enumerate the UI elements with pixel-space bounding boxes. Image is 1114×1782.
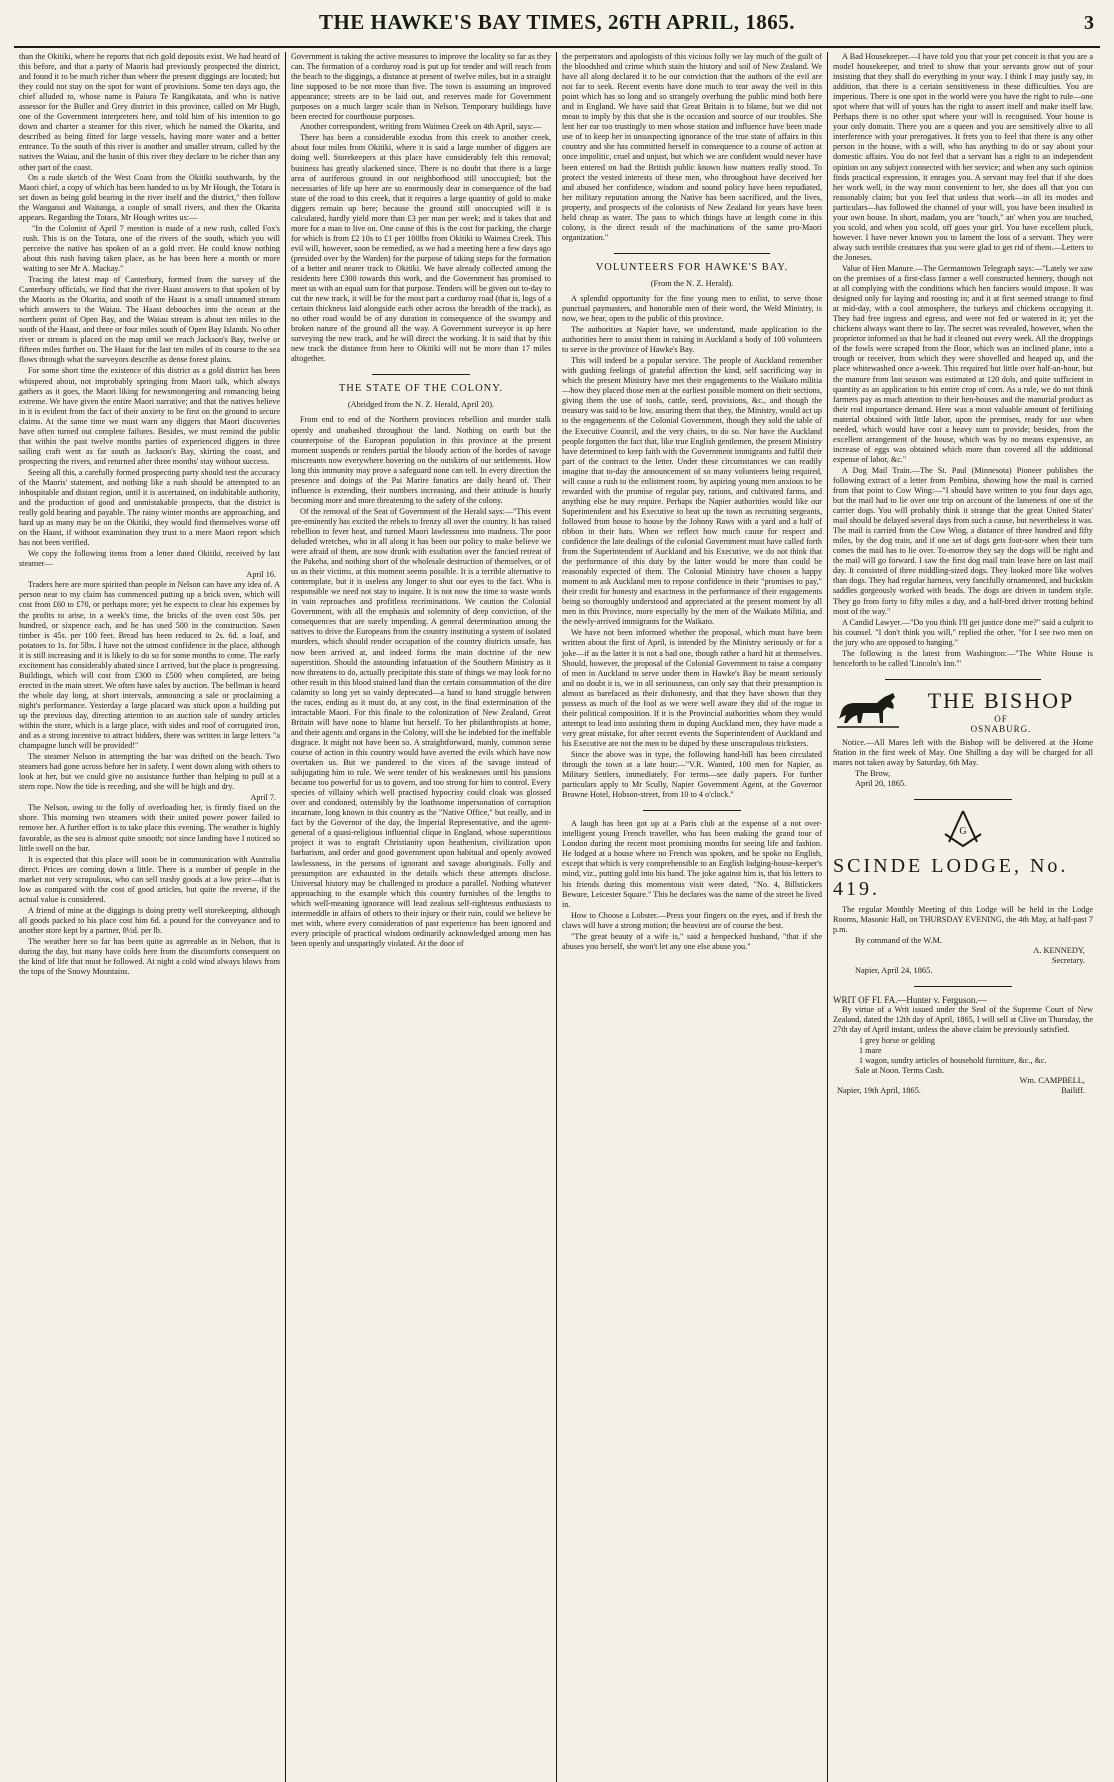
article-paragraph: The following is the latest from Washington:—"The White House is henceforth to be called 'Lincoln's Inn.'": [833, 648, 1093, 668]
writ-footer: [833, 1086, 1093, 1096]
article-paragraph: We copy the following items from a letter dated Okitiki, received by last steamer—: [19, 549, 280, 569]
columns: [14, 52, 1100, 1782]
article-paragraph: A laugh has been got up at a Paris club at the expense of a not over-intelligent young French traveller, who has been making the grand tour of London during the recent most promising months for seeing life and fashion. He lodged at a house where no French was spoken, and he spoke no English, except that which is very comprehensible to an English lodging-house-keeper's mind, viz., putting gold into his hand. The joke against him is, that his letters to his friends during this momentous visit were dated, "No. 4, Billstickers Beware, Leicester Square." This he declares was the name of the street he lived in.: [562, 819, 823, 909]
writ-sale: Sale at Noon. Terms Cash.: [855, 1066, 945, 1076]
bishop-notice: Notice.—All Mares left with the Bishop will be delivered at the Home Station in the first week of May. One Shilling a day will be charged for all mares not taken away by Saturday, 6th May.: [833, 737, 1093, 767]
masthead: [14, 10, 1100, 48]
lodge-advertisement: [833, 808, 1093, 976]
bishop-title-of: OF: [994, 713, 1008, 724]
writ-body: By virtue of a Writ issued under the Seal of the Supreme Court of New Zealand, dated the 12th day of April, 1865, I will sell at Clive on Thursday, the 27th day of April instant, unless the above claim be previously satisfied.: [833, 1005, 1093, 1035]
masonic-square-compass-icon: [833, 808, 1093, 853]
bishop-title: THE BISHOP: [927, 687, 1075, 713]
lodge-command: By command of the W.M.: [855, 936, 942, 946]
article-paragraph: Of the removal of the Seat of Government of the Herald says:—"This event pre-eminently has excited the rebels to frenzy all over the country. It has raised rebellion to fever heat, and turned Maori lawlessness into madness. The poor deluded wretches, who in all along it has been our policy to make believe we were afraid of them, are now drunk with exultation over the fancied retreat of the Pakeha, and nothing short of the wholesale destruction of themselves, or of us as their victims, at this moment seems possible. It is a terrible alternative to contemplate, but it is useless any longer to shut our eyes to the fact. Who is responsible we need not stay to inquire. It is not now the time to waste words in vain reproaches and profitless recriminations. We caution the Colonial Government, with all the emphasis and solemnity of deep conviction, of the consequences that are surely impending. A general determination among the natives to drive the Europeans from the country instituting a system of isolated murders, which should render occupation of the country districts unsafe, has now been arrived at, and indeed forms the main doctrine of the new superstition. Should the astounding infatuation of the Southern Ministry as it now threatens to do, actually precipitate this state of things we may look for no other result in this blood stained land than the certain consummation of the dire calamity so long yet so vainly deprecated—a hand to hand struggle between the races, ending as it must do, at any cost, in the final extermination of the intractable Maori. For this finale to the colonization of New Zealand, Great Britain will have none to blame but herself. To her philanthropists at home, and their agents and organs in the Colony, will she be indebted for the ineffable disgrace. It might not have been so. A straightforward, manly, common sense course of action in this country would have averted the evils which have now overtaken us. But we pandered to the vices of the savage instead of subjugating him to rule. We were tender of his weaknesses until his passions became too powerful for us to govern, and too strong for him to control. Every species of villainy which well practised hypocrisy could cloak was glossed over and condoned, ostensibly by the loathsome impersonation of corruption incarnate, long known in this country as the "Native Office," but really, and in fact by the Governor of the day, the Imperial Representative, and the agent-general of a quasi-religious influential clique in England, whose superstitious project it was to engraft Christianity upon heathenism, civilization upon barbarism, and order and good government upon habitual and openly avowed lawlessness, in the persons of ignorant and savage aboriginals. Folly and presumption are exhausted in the details which these attempts disclose. Universal history may be challenged to produce a parallel. Nothing whatever approaching to the example which this country furnishes of the lengths to which well-meaning ignorance will lead zealous self-righteous enthusiasts to intermeddle in affairs of others to their injury or their ruin, could we believe be met with, where every consideration of past experience has been ignored and every principle of practical wisdom ordinarily acknowledged among men has been openly and unsparingly violated. At the door of: [291, 506, 551, 948]
section-divider: [885, 679, 1041, 680]
article-paragraph: Seeing all this, a carefully formed prospecting party should test the accuracy of the Maoris' statement, and nothing like a rush should be attempted to an inhospitable and distant region, until it is ascertained, on indubitable authority, and the production of good and unmistakable prospects, that the district is really gold bearing and payable. The rainy winter months are approaching, and hard up as many may be on the Okitiki, they would find themselves worse off on the Haast, if without examination they trust to a mere Maori report which has not been verified.: [19, 467, 280, 548]
article-paragraph: than the Okitiki, where he reports that rich gold deposits exist. We had heard of this before, and that a party of Maoris had previously prospected the district, and found it to be much richer than where the present diggings are located; but they could not stay on the spot for want of provisions. Some ten days ago, the chief alluded to, whose name is Paiura Te Rangikatata, and who is native assessor for the Buller and Grey district in this province, called on Mr Hugh, one of the Government interpreters here, and told him of his intention to go down and charter a steamer for this river, which he named the Okarita, and described as being fitted for large vessels, having more water and a better entrance. To the south of this river is another and smaller stream, called by the natives the Waiau, and the basin of this river they declare to be richer than any other part of the coast.: [19, 52, 280, 172]
svg-text:G: G: [959, 826, 967, 837]
masthead-title: THE HAWKE'S BAY TIMES, 26TH APRIL, 1865.: [318, 10, 796, 34]
article-paragraph: Government is taking the active measures to improve the locality so far as they can. The formation of a corduroy road is put up for tender and will reach from the beach to the diggings, a distance at present of twelve miles, but in a straight line supposed to be not more than five. The town is assuming an improved appearance; streets are to be laid out, and reserves made for Government purposes on a much larger scale than in Nelson. Temporary buildings have been erected for courthouse purposes.: [291, 52, 551, 122]
writ-footer-role: Bailiff.: [1061, 1086, 1085, 1096]
writ-footer-date: Napier, 19th April, 1865.: [837, 1086, 921, 1096]
article-paragraph: On a rude sketch of the West Coast from the Okitiki southwards, by the Maori chief, a copy of which has been handed to us by Mr Hough, the Totara is set down as being gold bearing in the river itself and the district," then follow the Wanganui and Waitanga, a couple of small rivers, and then the Okarita appears. Regarding the Totara, Mr Hough writes us:—: [19, 172, 280, 222]
writ-item: 1 wagon, sundry articles of household furniture, &c., &c.: [859, 1056, 1047, 1066]
writ-advertisement: [833, 995, 1093, 1096]
lodge-title: SCINDE LODGE, No. 419.: [833, 855, 1069, 900]
article-heading: VOLUNTEERS FOR HAWKE'S BAY.: [595, 261, 789, 273]
writ-item-list: [833, 1036, 1093, 1066]
article-subheading: (Abridged from the N. Z. Herald, April 20).: [347, 400, 495, 410]
lodge-date: Napier, April 24, 1865.: [855, 966, 933, 976]
article-paragraph: This will indeed be a popular service. The people of Auckland remember with gushing feelings of grateful affection the kind, self sacrificing way in which the present Ministry have met their engagements to the Waikato militia—how they placed those men at the earliest possible moment on their sections, giving them the use of tools, cattle, seed, provisions, &c., and though the treasury was said to be low, assuring them that they, the Ministry, would act up to the engagements of the Colonial Government, though they sold the table of the Executive Council, and the very chairs, to do so. Nor have the Auckland people forgotten the fact that, like true English gentlemen, the present Ministry have determined to keep faith with the Government immigrants and fulfil their part of the contract to the letter. Under these circumstances we can readily imagine that to-day the announcement of so many volunteers being required, will cause a rush to the enlistment room, by aspiring young men anxious to be rewarded with the promise of regular pay, rations, and cultivated farms, and anything else he may require. Perhaps the Napier authorities would like our Superintendent and his Executive to beat up the town as recruiting sergeants, followed from house to house by the Johnny Raws with a yard and a half of ribbon in their hats. When we reflect how much cause for respect and confidence the late dealings of the colonial Government must have called forth from the Superintendent of Auckland and his Executive, we do not think that the performance of this duty by the latter would be more than could be reasonably expected of them. The Colonial Ministry have chosen a happy moment to ask Auckland men to repose confidence in their "promises to pay," their credit for honesty and exactness in the performance of their engagements being so thoroughly understood and appreciated at the present moment by all men in this Province, more especially by the men of the Waikato Militia, and the newly-arrived immigrants for the Waikato.: [562, 356, 822, 627]
article-paragraph: A Dog Mail Train.—The St. Paul (Minnesota) Pioneer publishes the following extract of a letter from Pembina, showing how the mail is carried from that point to Cow Wing:—"I should have written to you four days ago, but the mail had to lie over one trip on account of the lameness of one of the carrier dogs. You will probably think it strange that the great United States' mail should be delayed several days from such a cause, but nevertheless it was. The mail is carried from the Cow Wing, a distance of three hundred and fifty miles, by the dog train, and if one set of dogs gets foot-sore when their turn comes the mail has to lie over. To-morrow they say the dogs will be right and the mail will go forward. I saw the first dog mail train leave here on last mail day. It consisted of three middling-sized dogs. They looked more like wolves than dogs. They had regular harness, very fancifully ornamented, and buckskin saddles gorgeously worked with beads. The dogs are driven in tandem style. They go from forty to fifty miles a day, and a half-bred driver trotting behind most of the way.": [833, 465, 1093, 616]
bishop-date: April 20, 1865.: [855, 779, 907, 788]
page-number: 3: [1084, 12, 1094, 34]
article-paragraph: A Bad Housekeeper.—I have told you that your pet conceit is that you are a model housekeeper, and tried to show that your servants grow out of your insisting that they shall do everything in your way. I think I may justly say, in addition, that there is a certain sensitiveness in these difficulties. You are imperious. There is one spot in the world were you have the right to rule—one spot where that will of yours has the right to assert itself and make itself law. Perhaps there is no other spot where your will is recognised. Your house is your only domain. There you are a queen and you are sensitively alive to all interference with your prerogatives. It frets you to feel that there is any other person in the house, with a will, who has anything to do or say about your domestic affairs. You do not feel that a servant has a right to an independent opinion on any subject connected with her service; and when any such opinion finds practical expression, it enrages you. A servant may feel that if she does her work well, in the way most convenient to her, she does all that you can reasonably claim; but you feel that unless that work—in all its modes and particulars—has followed the channel of your will, you have been insulted in your own house. In short, madam, you are "touch," an' when you are touched, you scold, and when you scold, off goes your girl. You have excellent pluck, however. I have never known you to lament the loss of a servant. They were alway such terrible creatures that you were glad to get rid of them.—Letters to the Joneses.: [833, 52, 1093, 262]
bishop-title-place: OSNABURG.: [970, 723, 1032, 734]
column-3: [556, 52, 827, 1782]
column-1: [14, 52, 285, 1782]
lodge-role: Secretary.: [1051, 956, 1085, 966]
article-paragraph: "The great beauty of a wife is," said a henpecked husband, "that if she abuses you herself, she won't let any one else abuse you.": [562, 931, 822, 951]
letter-date: April 7.: [250, 793, 276, 803]
writ-item: 1 mare: [859, 1046, 882, 1056]
section-divider: [372, 374, 471, 375]
bishop-advertisement: [833, 688, 1093, 789]
article-paragraph: Traders here are more spirited than people in Nelson can have any idea of. A person near to my claim has commenced putting up a brick oven, which will cost from £60 to £70, or perhaps more; yet he expects to clear his expenses by the profits to arise, in a week's time, the bricks of the oven cost 50s. per hundred, or sixpence each, and he has used 500 in the construction. Sawn timber is 45s. per 100 feet. Bread has been reduced to 2s. 6d. a loaf, and potatoes to 1s. for 5lbs. I have not the utmost confidence in the place, although it is still increasing and it is likely to do so for some months to come. The early excitement has considerably abated since I arrived, but the place is progressing. Buildings, which will cost from £300 to £500 when completed, are being erected in the main street. We often have sales by auction. The bellman is heard the whole day long, at short intervals, announcing a sale or proclaiming a night's performance. Yesterday a large placard was stuck upon a building put up the previous day, directing attention to an auction sale of sundry articles within the store, which is a large place, with sides and roof of corrugated iron, and as a strong incentive to attract bidders, there was written in large letters "a champagne lunch will be provided!": [19, 580, 280, 751]
article-paragraph: A friend of mine at the diggings is doing pretty well storekeeping, although all goods packed to his place cost him 6d. a pound for the conveyance and to another store kept by a partner, 8½d. per lb.: [19, 905, 280, 935]
article-paragraph: Another correspondent, writing from Waimea Creek on 4th April, says:—: [300, 122, 542, 132]
article-quote: "In the Colonist of April 7 mention is made of a new rush, called Fox's rush. This is on the Totara, one of the rivers of the south, which you will perceive the native has spoken of as a gold river. He could know nothing about this rush having taken place, as he has been here a month or more waiting to see Mr A. Mackay.": [23, 223, 280, 273]
lodge-body: The regular Monthly Meeting of this Lodge will be held in the Lodge Rooms, Masonic Hall, on THURSDAY EVENING, the 4th May, at half-past 7 p.m.: [833, 905, 1093, 935]
article-paragraph: A Candid Lawyer.—"Do you think I'll get justice done me?" said a culprit to his counsel. "I don't think you will," replied the other, "for I see two men on the jury who are opposed to hanging.": [833, 617, 1093, 647]
article-paragraph: The authorities at Napier have, we understand, made application to the authorities here to assist them in raising in Auckland a body of 100 volunteers to serve in the province of Hawke's Bay.: [562, 325, 822, 355]
article-subheading: (From the N. Z. Herald).: [650, 278, 734, 288]
article-paragraph: The steamer Nelson in attempting the bar was drifted on the beach. Two steamers had gone across before her in safety. I went down along with others to look at her, but we could give no assistance further than helping to pull at a stern rope. Now the tide is receding, and she will be high and dry.: [19, 752, 280, 792]
article-paragraph: A splendid opportunity for the fine young men to enlist, to serve those punctual paymasters, and honorable men of their word, the Weld Ministry, is now, we hear, open to the public of this province.: [562, 293, 822, 323]
article-paragraph: Since the above was in type, the following hand-bill has been circulated through the town at a late hour:—"V.R. Wanted, 100 men for Napier, as Military Settlers, immediately. For terms—see daily papers. For further particulars apply to Mr Scully, Napier Government Agent, at the Governor Browne Hotel, Hobson-street, from 10 to 4 o'clock.": [562, 750, 822, 800]
bishop-ad-header: [833, 688, 1093, 734]
article-paragraph: the perpetrators and apologists of this vicious folly we lay much of the guilt of the bloodshed and crime which stain the history and soil of New Zealand. We have all along declared it to be our conviction that the authors of the evil are not far to seek. Recent events have done much to tear away the veil in this point which has so long and so strangely overhung the public mind both here and in England. We have said that Great Britain is to blame, but we did not mean to imply by this that she is the occasion and source of our troubles. She lent her ear too trustingly to men whose station and influence have been made use of to keep her in unsuspecting ignorance of the true state of affairs in this country and she has committed herself in consequence to a course of action at once impolitic, cruel and unjust, but which we are confident would never have been entered on had the British public known how matters really stood. To protect the vested interests of these men, who throughout have deceived her and abused her confidence, wisdom and sound policy have been repudiated, her military reputation among the Native has been sacrificed, and the lives, property, and prospects of the colonists of New Zealand for years have been held cheap as water. The pass to which things have at length come in this colony, is the direct result of the machinations of the same pro-Maori organization.": [562, 52, 822, 242]
writ-title: WRIT OF FI. FA.—Hunter v. Ferguson.—: [833, 995, 987, 1006]
article-paragraph: The Nelson, owing to the folly of overloading her, is firmly fixed on the shore. This morning two steamers with their united power power failed to remove her. A further effort is to take place this evening. The weather is highly favorable, as the sea is almost quite smooth; not since landing have I noticed so little swell on the bar.: [19, 803, 280, 853]
column-2: [285, 52, 556, 1782]
article-paragraph: It is expected that this place will soon be in communication with Australia direct. Prices are coming down a little. There is a number of people in the market not very scrupulous, who can sell trashy goods at a low price—that is low as compared with the cost of good articles, but quite the reverse, if the actual value is considered.: [19, 854, 280, 904]
article-heading: THE STATE OF THE COLONY.: [338, 383, 504, 395]
article-paragraph: The weather here so far has been quite as agreeable as in Nelson, that is during the day, but many have colds here from the discomforts consequent on the kind of life that must be followed. At night a cold wind always blows from the tops of the Snowy Mountains.: [19, 936, 280, 977]
writ-signatory: Wm. CAMPBELL,: [1019, 1076, 1085, 1086]
article-paragraph: For some short time the existence of this district as a gold district has been whispered about, not improbably springing from Maori talk, which always gathers as it goes, the Maori liking for newsmongering and romancing being extreme. We have given the entire Maori narrative; and that the natives believe in it is evident from the fact of their anxiety to be first on the ground to secure claims. At the same time we must warn any diggers that Maori discoveries have often turned out complete failures. Besides, we must remind the public that within the past twelve months parties of experienced diggers in three sailing craft went as far south as Jackson's Bay, skirting the coast, and prospecting the rivers, and returned after three months' stay without success.: [19, 366, 280, 466]
article-paragraph: Tracing the latest map of Canterbury, formed from the survey of the Canterbury officials, we find that the river Haast answers to that spoken of by the Maoris as the Okarita, and south of the Haast is a small unnamed stream which answers to the Waiau. The Haast debouches into the ocean at the northern point of Open Bay, and the Waiau stream is about ten miles to the south of the Haast, and three or four miles south of Open Bay Islands. No other river or stream is placed on the map until we reach Jackson's Bay, twelve or fifteen miles further on. The Haast for the last ten miles of its course to the sea flows through what the surveyors describe as dense forest plains.: [19, 275, 280, 365]
article-paragraph: How to Choose a Lobster.—Press your fingers on the eyes, and if fresh the claws will have a strong motion; the heaviest are of course the best.: [562, 910, 822, 930]
bishop-place: The Brow,: [855, 769, 891, 778]
section-divider: [614, 253, 770, 254]
column-4: [827, 52, 1098, 1782]
section-divider: [914, 986, 1013, 987]
horse-icon: [833, 689, 903, 733]
letter-date: April 16.: [246, 570, 276, 580]
section-divider: [914, 799, 1013, 800]
article-paragraph: From end to end of the Northern provinces rebellion and murder stalk openly and unabashed throughout the land. Nothing on earth but the counterpoise of the European population in this province at the present moment suspends or renders partial the bloody action of the hordes of savage miscreants now everywhere hovering on the outskirts of our settlements. How long this immunity may prove a safeguard none can tell. In every direction the presence and doings of the Pai Marire fanatics are daily heard of. Their influence is extending, their numbers increasing, and their attitude is hourly becoming more and more threatening to the safety of the colony.: [291, 415, 551, 505]
writ-item: 1 grey horse or gelding: [859, 1036, 935, 1046]
article-paragraph: There has been a considerable exodus from this creek to another creek, about four miles from Okitiki, where it is said a large number of diggers are doing well. Storekeepers at this place have considerably felt this removal; business has greatly slackened since. There is no doubt that there is a large area of auriferous ground in our neighborhood still unoccupied; but the necessaries of life up here are so enormously dear in consequence of the bad state of the road to this creek, that it requires a large quantity of gold to make diggers remain up here; because the ground still unoccupied will it is calculated, hardly yield more than £3 per man per week; and it takes that and more for a man to live on. One cause of this is the cost for packing, the charge for which is from £2 10s to £1 per 100lbs from Okitiki to Waimea Creek. This evil will, however, soon be remedied, as we had a meeting here a few days ago (presided over by the Warden) for the purpose of taking steps for the formation of a better and nearer track to Okitiki. We have already collected among the residents here £300 towards this work, and the Government has promised to meet us with an equal sum for that purpose. Tenders will be given out to-day to cut the new track, it will be for the most part a corduroy road (that is, logs of a certain thickness laid alongside each other across the breadth of the track), as no other road would be of any duration in consequence of the swampy and broken nature of the ground all the way. A Government surveyor is up here surveying the new track, and he will direct the working. It is said that by this new track the distance from here to Okitiki will not be more than 17 miles altogether.: [291, 133, 551, 364]
lodge-signatory: A. KENNEDY,: [1033, 946, 1085, 956]
section-divider: [643, 810, 742, 811]
article-paragraph: Value of Hen Manure.—The Germantown Telegraph says:—"Lately we saw on the premises of a first-class farmer a well constructed hennery, though not at all complying with the conditions which hen fanciers would impose. It was designed only for laying and roosting in; and it at first seemed strange to find at mid-day, with a cool atmosphere, the turkeys and chickens occupying it. They had free ingress and egress, and were not fed or watered in it; yet the chickens always want there to lay. The secret was revealed, however, when the proprietor informed us that he had it cleaned out every week. All the droppings of the fowls were scraped from the floor, which was an inclined plane, into a trough or receiver, from which they were shovelled and heaped up, and the place whitewashed once a-week. This required but little over half-an-hour, but the manure from last season was estimated at 120 dols, and quite sufficient in quantity as an application to his entire crop of corn. As a rule, we do not think farmers pay as much attention to their hen-houses and the manurial product as their real importance demand. Here was a most valuable amount of fertilising material obtained with little labor, upon the premises, ready for use when needed, which would have cost a heavy sum to provide; besides, from the excellent arrangement of the house, which was by no means expensive, an increase of eggs was obtained which more than covered all the additional expense of labor, &c.": [833, 263, 1093, 464]
article-paragraph: We have not been informed whether the proposal, which must have been written about the first of April, is intended by the Ministry seriously or for a joke—if as the latter it is not a bad one, though rather a hard hit at themselves. Should, however, the proposal of the Colonial Government to raise a company of men in Auckland to serve under them in Hawke's Bay be meant seriously and no doubt it is, we in all seriousness, can only say that their presumption is almost as barefaced as their dishonesty, and that they have shown that they possess as much of the fool as we were well aware they did of the rogue in their political composition. If it is the Provincial authorities whom they would attempt to lead into assisting them in duping Auckland men, they have made a very great mistake, for after recent events the Superintendent of Auckland and his Executive are not the men to be duped by these unscrupulous tricksters.: [562, 628, 822, 748]
